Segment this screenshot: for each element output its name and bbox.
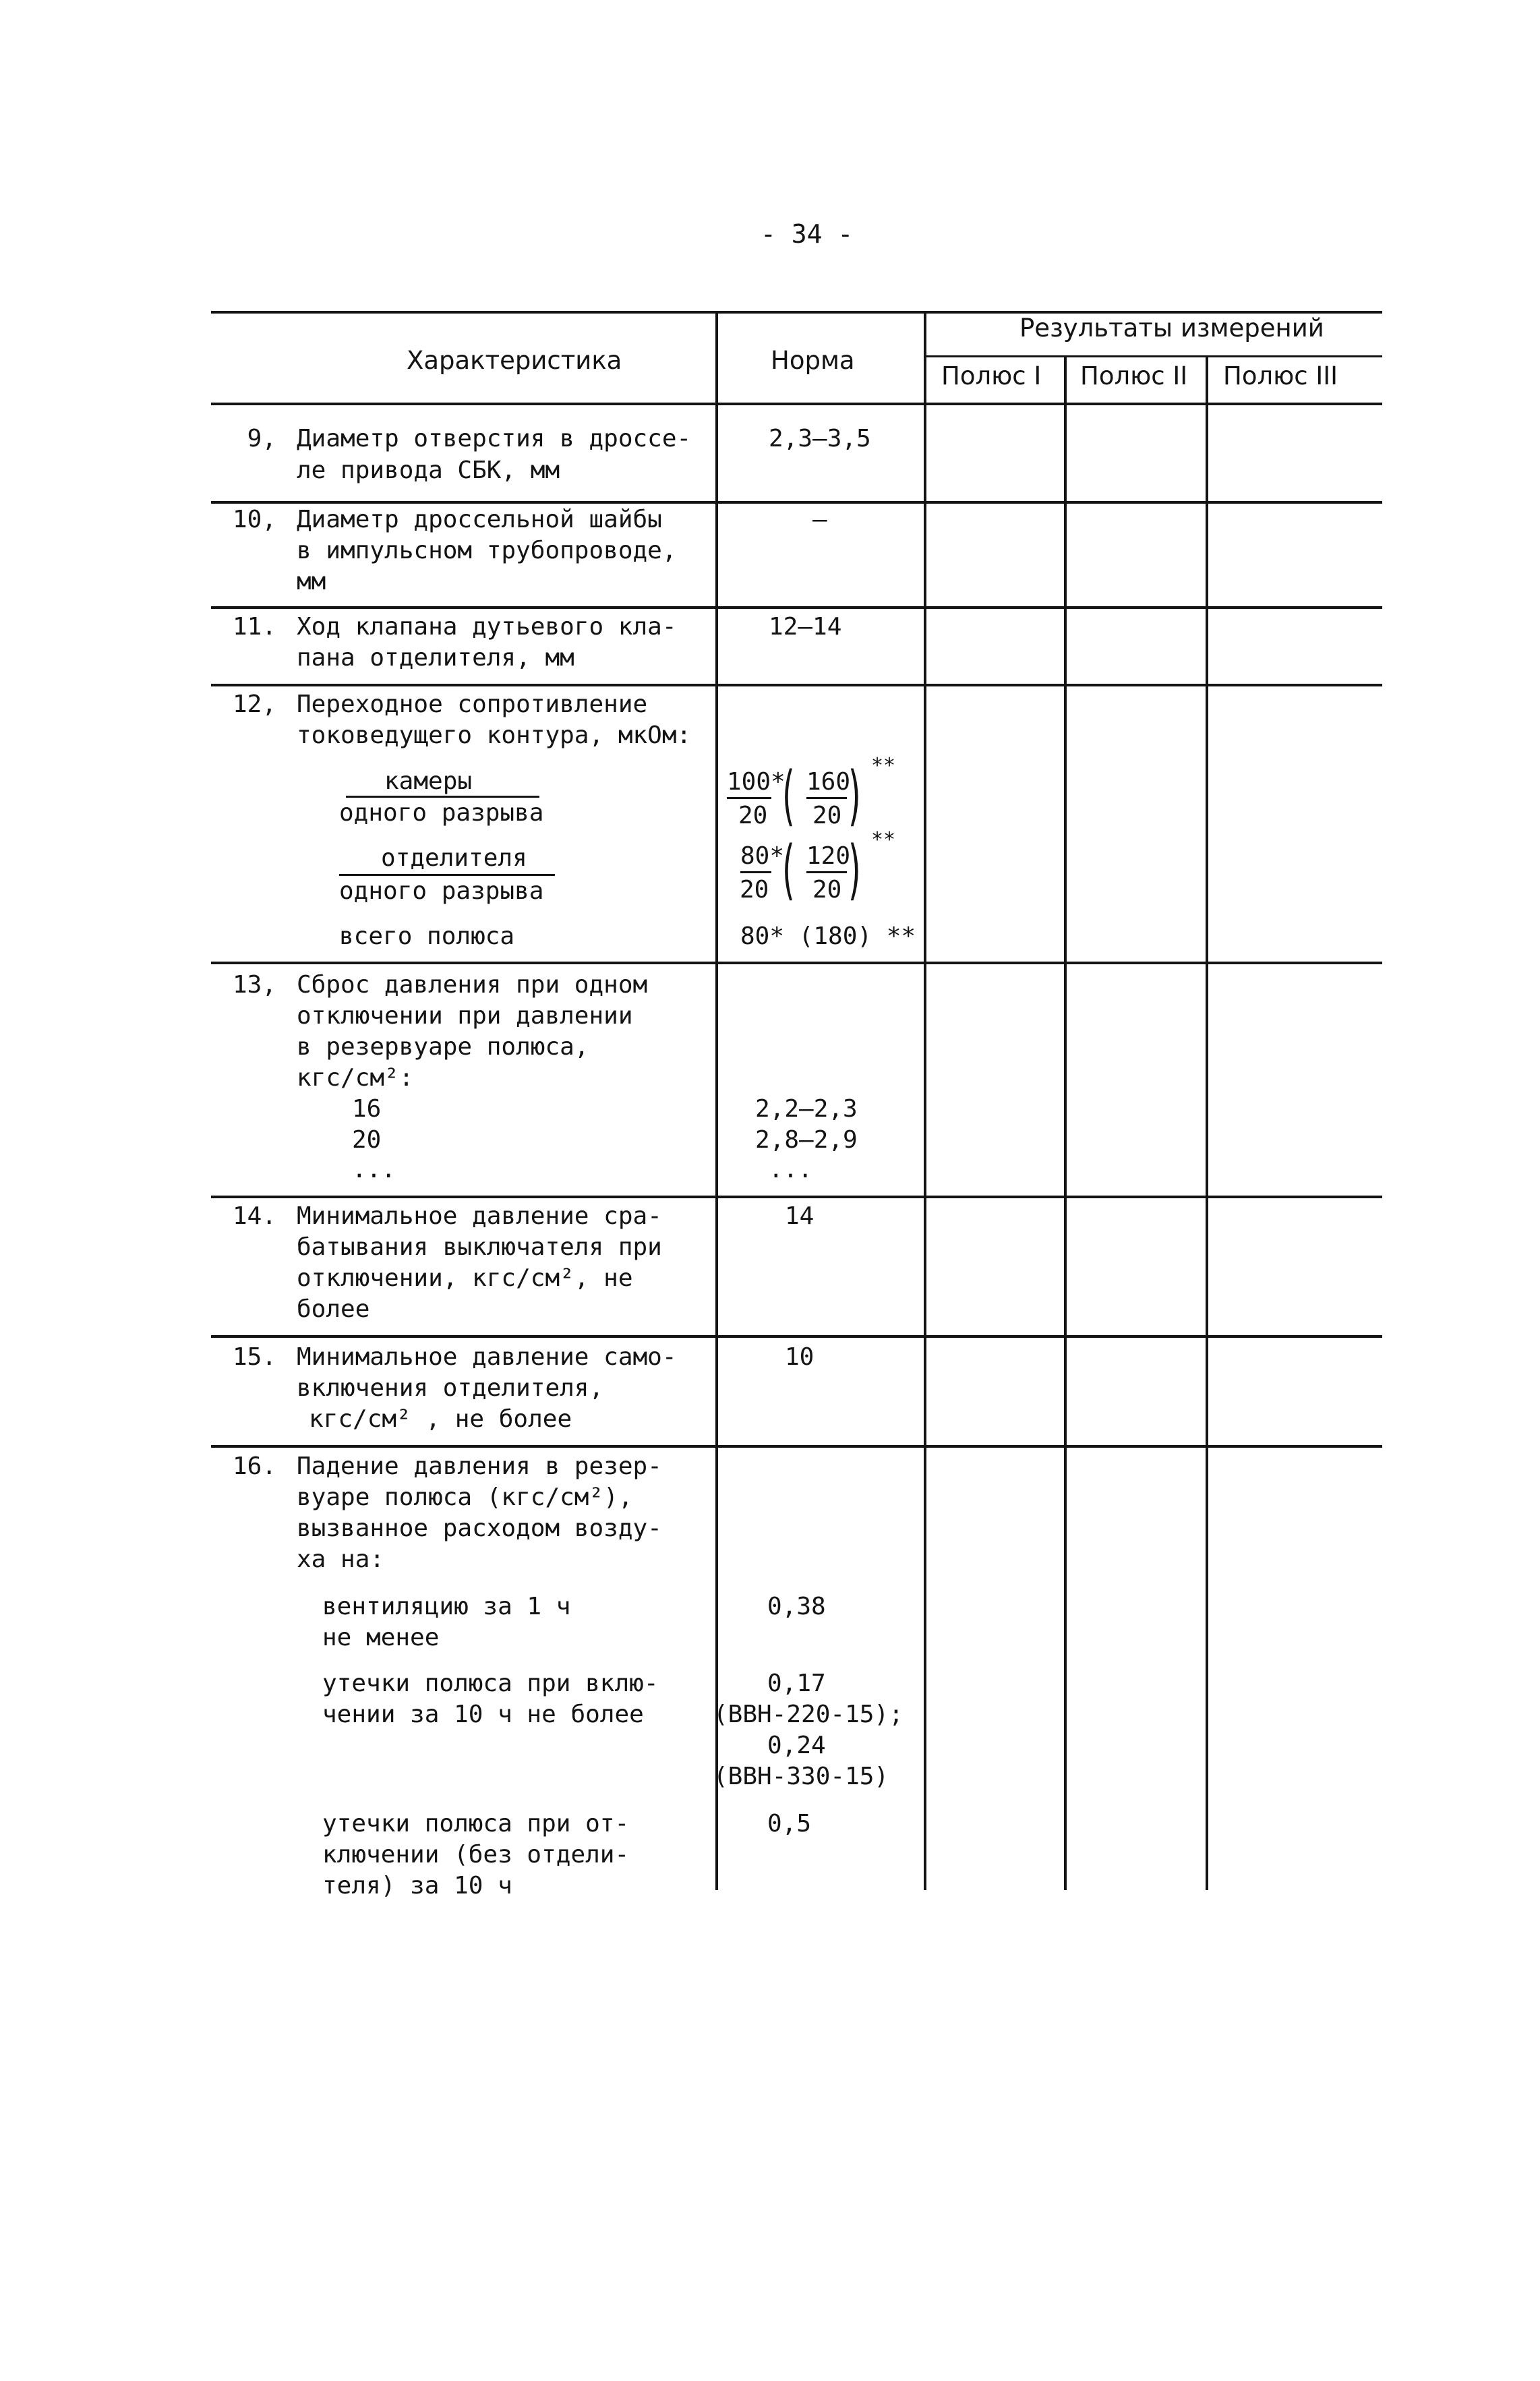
column-rule-pole2: [1064, 355, 1067, 1890]
fraction-bar: [806, 797, 847, 799]
row-norm: (ВВН-220-15);: [713, 1701, 904, 1728]
row-norm: 2,2–2,3: [755, 1095, 858, 1123]
row-text-line: отключении, кгс/см², не: [297, 1264, 633, 1292]
paren-close: ): [848, 832, 861, 908]
row-norm: 80* (180) **: [740, 922, 916, 950]
row-text-line: кгс/см² , не более: [309, 1405, 572, 1433]
row-subitem: вентиляцию за 1 ч: [322, 1593, 571, 1620]
row-subitem: ...: [352, 1156, 396, 1183]
results-subheader-rule: [925, 355, 1382, 357]
fraction-bar: [740, 871, 771, 873]
row-norm: 0,5: [767, 1810, 812, 1838]
row-text-line: Минимальное давление само-: [297, 1343, 677, 1371]
row-text-line: включения отделителя,: [297, 1374, 604, 1402]
norm-fraction-denominator: 20: [740, 876, 769, 904]
row-number: 11.: [232, 613, 276, 641]
row-text-line: токоведущего контура, мкОм:: [297, 722, 692, 749]
fraction-denominator: одного разрыва: [339, 799, 544, 827]
header-results: Результаты измерений: [1019, 314, 1324, 343]
row-subitem: не менее: [322, 1624, 440, 1651]
norm-fraction-numerator: 80*: [740, 842, 785, 870]
row-text-line: мм: [297, 568, 326, 595]
fraction-bar: [806, 871, 847, 873]
row-subitem: 16: [352, 1095, 382, 1123]
row-text-line: ха на:: [297, 1546, 385, 1573]
paren-open: (: [782, 758, 795, 833]
row-norm: 2,8–2,9: [755, 1126, 858, 1154]
norm-fraction-numerator: 100*: [727, 768, 786, 796]
row-text-line: вызванное расходом возду-: [297, 1515, 662, 1542]
row-text-line: отключении при давлении: [297, 1002, 633, 1030]
row-norm: –: [812, 506, 827, 533]
row-norm: 14: [785, 1202, 815, 1230]
row-subitem: теля) за 10 ч: [322, 1872, 512, 1900]
header-norm: Норма: [771, 346, 855, 375]
row-text-line: Минимальное давление сра-: [297, 1202, 662, 1230]
header-characteristic: Характеристика: [407, 346, 622, 375]
row-norm: 12–14: [769, 613, 842, 641]
row-number: 13,: [232, 971, 276, 999]
row-text-line: Переходное сопротивление: [297, 690, 648, 718]
header-pole-1: Полюс I: [941, 361, 1042, 390]
row-norm: 2,3–3,5: [769, 425, 871, 452]
row-norm: (ВВН-330-15): [713, 1763, 889, 1790]
row-text-line: Сброс давления при одном: [297, 971, 648, 999]
norm-fraction-denominator: 20: [812, 802, 842, 829]
fraction-bar: [727, 797, 771, 799]
row-number: 15.: [232, 1343, 276, 1371]
row-text-line: Диаметр дроссельной шайбы: [297, 506, 662, 533]
norm-fraction-numerator: 160: [806, 768, 851, 796]
fraction-denominator: одного разрыва: [339, 877, 544, 905]
row-text-line: пана отделителя, мм: [297, 644, 574, 672]
header-pole-3: Полюс III: [1223, 361, 1338, 390]
row-number: 10,: [232, 506, 276, 533]
column-rule-pole1: [924, 311, 926, 1890]
paren-close: ): [848, 758, 861, 833]
norm-mark: **: [871, 754, 896, 777]
row-text-line: ле привода СБК, мм: [297, 457, 560, 484]
norm-mark: **: [871, 828, 896, 852]
row-number: 16.: [232, 1452, 276, 1480]
row-text-line: Падение давления в резер-: [297, 1452, 662, 1480]
row-subitem: утечки полюса при вклю-: [322, 1670, 659, 1697]
row-norm: 0,17: [767, 1670, 826, 1697]
row-number: 12,: [232, 690, 276, 718]
row-text-line: кгс/см²:: [297, 1064, 414, 1092]
header-pole-2: Полюс II: [1080, 361, 1188, 390]
column-rule-pole3: [1206, 355, 1208, 1890]
row-subitem: чении за 10 ч не более: [322, 1701, 644, 1728]
fraction-numerator: отделителя: [381, 844, 527, 872]
row-number: 14.: [232, 1202, 276, 1230]
row-norm: 10: [785, 1343, 815, 1371]
row-text-line: в резервуаре полюса,: [297, 1033, 589, 1061]
row-text-line: более: [297, 1295, 370, 1323]
page-number: - 34 -: [761, 219, 854, 249]
row-number: 9,: [247, 425, 276, 452]
norm-fraction-denominator: 20: [738, 802, 768, 829]
column-rule-norm: [715, 311, 718, 1890]
norm-fraction-numerator: 120: [806, 842, 851, 870]
row-text-line: вуаре полюса (кгс/см²),: [297, 1483, 633, 1511]
fraction-numerator: камеры: [384, 767, 473, 795]
row-subitem: ключении (без отдели-: [322, 1841, 630, 1869]
row-text-line: в импульсном трубопроводе,: [297, 537, 677, 564]
row-norm: ...: [769, 1156, 813, 1183]
row-subitem: утечки полюса при от-: [322, 1810, 630, 1838]
row-norm: 0,24: [767, 1732, 826, 1759]
row-norm: 0,38: [767, 1593, 826, 1620]
row-subitem: всего полюса: [339, 922, 515, 950]
row-subitem: 20: [352, 1126, 382, 1154]
row-text-line: Ход клапана дутьевого кла-: [297, 613, 677, 641]
row-text-line: батывания выключателя при: [297, 1233, 662, 1261]
paren-open: (: [782, 832, 795, 908]
norm-fraction-denominator: 20: [812, 876, 842, 904]
row-text-line: Диаметр отверстия в дроссе-: [297, 425, 692, 452]
